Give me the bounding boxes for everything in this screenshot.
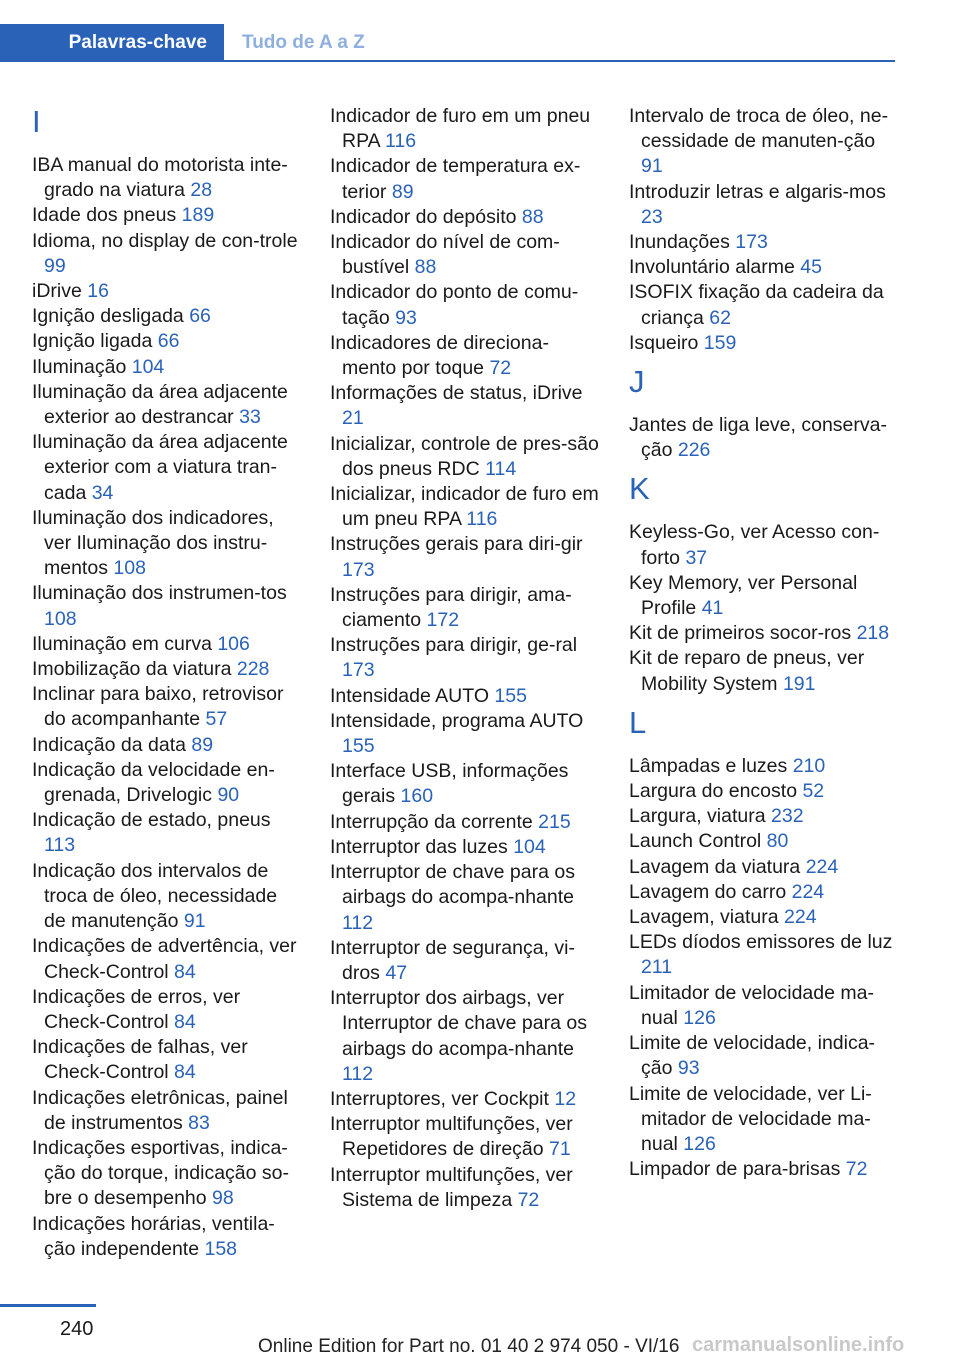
index-entry <box>330 936 602 986</box>
index-entry-page-link[interactable]: 112 <box>342 1062 374 1085</box>
index-entry-text: Indicações eletrônicas, painel de instrumentos <box>32 1086 288 1134</box>
index-letter-heading: J <box>629 364 645 400</box>
index-entry <box>330 432 602 482</box>
edition-text: Online Edition for Part no. 01 40 2 974 050 - VI/16 <box>258 1336 680 1357</box>
index-entry-page-link[interactable]: 191 <box>782 672 816 695</box>
watermark: carmanualsonline.info <box>692 1334 905 1356</box>
index-entry-text: Limitador de velocidade ma-nual <box>629 981 874 1029</box>
index-entry <box>32 733 304 758</box>
index-entry-page-link[interactable]: 91 <box>641 155 663 178</box>
index-entry <box>330 381 602 431</box>
index-entry <box>629 180 901 230</box>
index-entry <box>32 657 304 682</box>
index-entry-page-link[interactable]: 12 <box>554 1087 577 1110</box>
index-entry-text: Indicações de erros, ver Check-Control <box>32 985 241 1033</box>
index-entry <box>32 304 304 329</box>
index-entry-text: Iluminação dos instrumen-tos <box>32 582 287 605</box>
index-entry-text: Informações de status, iDrive <box>330 382 583 405</box>
index-entry <box>629 829 901 854</box>
index-entry-page-link[interactable]: 91 <box>183 910 206 933</box>
index-entry-text: Isqueiro <box>629 331 704 354</box>
index-column-1 <box>32 104 304 1262</box>
heading-gap <box>629 509 901 520</box>
index-entry-text: Intervalo de troca de óleo, ne-cessidade de manuten-ção <box>629 105 889 153</box>
index-entry-text: iDrive <box>32 280 88 303</box>
index-entry <box>629 230 901 255</box>
index-entry <box>330 810 602 835</box>
index-entry <box>32 758 304 808</box>
index-entry <box>330 1112 602 1162</box>
index-entry-text: Lavagem da viatura <box>629 855 806 878</box>
index-entry <box>330 860 602 936</box>
index-entry-text: Indicação de estado, pneus <box>32 809 271 832</box>
tab-tudo-de-a-a-z[interactable]: Tudo de A a Z <box>224 24 895 62</box>
index-entry-page-link[interactable]: 72 <box>845 1158 868 1181</box>
index-entry-page-link[interactable]: 224 <box>791 880 825 903</box>
index-entry <box>629 520 901 570</box>
index-entry <box>32 229 304 279</box>
index-entry <box>32 506 304 582</box>
index-entry-text: Instruções para dirigir, ge-ral <box>330 634 578 657</box>
index-entry-page-link[interactable]: 106 <box>217 632 250 655</box>
index-entry-text: Indicações horárias, ventila-ção independente <box>32 1212 275 1260</box>
index-entry-page-link[interactable]: 23 <box>641 205 663 228</box>
index-entry <box>32 203 304 228</box>
index-entry-page-link[interactable]: 99 <box>44 254 66 277</box>
index-entry-page-link[interactable]: 72 <box>489 357 512 380</box>
index-entry-page-link[interactable]: 84 <box>174 960 196 983</box>
section-spacer <box>629 356 901 364</box>
index-entry-page-link[interactable]: 84 <box>174 1061 196 1084</box>
index-entry-page-link[interactable]: 114 <box>485 457 517 480</box>
index-entry <box>629 754 901 779</box>
index-entry-text: IBA manual do motorista inte-grado na viatura <box>32 154 288 202</box>
index-entry <box>32 934 304 984</box>
index-entry-text: Interruptores, ver Cockpit <box>330 1087 555 1110</box>
index-entry <box>629 1031 901 1081</box>
index-entry-text: Kit de reparo de pneus, ver Mobility System <box>629 647 865 695</box>
index-entry-page-link[interactable]: 84 <box>174 1010 196 1033</box>
index-entry-text: ISOFIX fixação da cadeira da criança <box>629 281 884 329</box>
index-column-3 <box>629 104 901 1182</box>
index-entry <box>32 380 304 430</box>
index-entry <box>32 581 304 631</box>
index-entry-page-link[interactable]: 93 <box>677 1057 700 1080</box>
index-entry <box>629 104 901 180</box>
index-entry-page-link[interactable]: 224 <box>784 906 817 929</box>
index-entry-text: Idade dos pneus <box>32 204 182 227</box>
index-entry <box>32 279 304 304</box>
index-entry <box>330 759 602 809</box>
index-entry <box>32 808 304 858</box>
index-entry-text: Ignição ligada <box>32 330 158 353</box>
index-entry-page-link[interactable]: 104 <box>131 355 165 378</box>
index-entry-text: Inundações <box>629 231 736 254</box>
index-entry <box>32 859 304 935</box>
index-entry <box>330 482 602 532</box>
index-entry <box>629 1157 901 1182</box>
index-entry-page-link[interactable]: 104 <box>513 835 546 858</box>
index-entry <box>629 855 901 880</box>
index-entry-text: Launch Control <box>629 830 767 853</box>
index-entry-page-link[interactable]: 71 <box>549 1138 571 1161</box>
index-entry-page-link[interactable]: 159 <box>703 331 737 354</box>
index-entry <box>629 1082 901 1158</box>
index-entry-page-link[interactable]: 224 <box>805 855 839 878</box>
index-entry <box>629 255 901 280</box>
index-entry-text: Indicação da data <box>32 733 192 756</box>
index-entry <box>32 682 304 732</box>
index-entry <box>330 709 602 759</box>
index-entry-text: LEDs díodos emissores de luz <box>629 931 893 954</box>
index-entry <box>629 331 901 356</box>
index-entry-text: Indicações de falhas, ver Check-Control <box>32 1036 248 1084</box>
index-entry <box>629 804 901 829</box>
page-number: 240 <box>60 1318 94 1340</box>
index-entry-text: Inclinar para baixo, retrovisor do acompanhante <box>32 683 284 731</box>
index-entry-text: Iluminação da área adjacente exterior com a viatura tran-cada <box>32 431 288 504</box>
index-entry-text: Limite de velocidade, indica-ção <box>629 1032 876 1080</box>
index-entry-text: Indicador do depósito <box>330 205 522 228</box>
index-entry-text: Largura do encosto <box>629 780 803 803</box>
index-entry-page-link[interactable]: 72 <box>517 1188 540 1211</box>
index-entry-page-link[interactable]: 126 <box>683 1132 716 1155</box>
index-entry-page-link[interactable]: 66 <box>157 330 180 353</box>
index-entry <box>32 153 304 203</box>
index-entry-page-link[interactable]: 90 <box>217 784 240 807</box>
index-entry <box>330 532 602 582</box>
index-entry-text: Interface USB, informações gerais <box>330 760 569 808</box>
index-entry-text: Instruções para dirigir, ama-ciamento <box>330 583 572 632</box>
index-entry-text: Indicador do ponto de comu-tação <box>330 281 579 329</box>
index-entry-page-link[interactable]: 34 <box>91 481 114 504</box>
index-entry <box>32 985 304 1035</box>
index-entry <box>32 1136 304 1212</box>
index-entry-text: Iluminação da área adjacente exterior ao destrancar <box>32 380 288 429</box>
index-entry-text: Intensidade, programa AUTO <box>330 709 584 732</box>
index-entry <box>330 684 602 709</box>
index-entry <box>629 571 901 621</box>
index-entry-text: Idioma, no display de con-trole <box>32 229 298 252</box>
index-entry-text: Interruptor multifunções, ver Sistema de limpeza <box>330 1163 573 1211</box>
index-entry-text: Jantes de liga leve, conserva-ção <box>629 414 887 462</box>
index-entry-page-link[interactable]: 62 <box>709 306 731 329</box>
index-entry <box>629 646 901 696</box>
index-entry-text: Intensidade AUTO <box>330 684 495 707</box>
index-entry-text: Indicadores de direciona-mento por toque <box>330 331 549 380</box>
index-entry <box>330 280 602 330</box>
index-entry-text: Indicador de furo em um pneu RPA <box>330 105 591 153</box>
index-entry-text: Inicializar, controle de pres-são dos pneus RDC <box>330 432 599 480</box>
index-entry-text: Indicador de temperatura ex-terior <box>330 155 581 203</box>
index-entry-page-link[interactable]: 218 <box>856 622 890 645</box>
index-entry-text: Interruptor de segurança, vi-dros <box>330 936 575 984</box>
index-entry-page-link[interactable]: 173 <box>342 558 375 581</box>
index-entry-text: Interrupção da corrente <box>330 810 539 833</box>
heading-gap <box>629 402 901 413</box>
index-entry-text: Involuntário alarme <box>629 256 801 279</box>
index-entry-text: Lavagem, viatura <box>629 906 785 929</box>
index-entry-text: Iluminação em curva <box>32 632 218 655</box>
index-entry-page-link[interactable]: 215 <box>538 810 571 833</box>
index-entry <box>330 835 602 860</box>
index-entry-page-link[interactable]: 93 <box>395 306 417 329</box>
index-entry <box>330 331 602 381</box>
index-entry <box>629 413 901 463</box>
index-entry <box>330 1087 602 1112</box>
index-entry <box>330 633 602 683</box>
index-entry <box>330 104 602 154</box>
index-entry-text: Lâmpadas e luzes <box>629 754 793 777</box>
index-entry <box>330 1163 602 1213</box>
index-entry-page-link[interactable]: 108 <box>113 557 146 580</box>
index-entry-page-link[interactable]: 45 <box>800 256 822 279</box>
index-entry <box>32 1086 304 1136</box>
index-entry-page-link[interactable]: 112 <box>342 911 374 934</box>
index-entry <box>629 779 901 804</box>
index-entry-page-link[interactable]: 160 <box>400 785 434 808</box>
section-spacer <box>629 463 901 471</box>
index-entry <box>330 986 602 1087</box>
index-entry-page-link[interactable]: 113 <box>44 834 76 857</box>
index-entry-text: Indicações de advertência, ver Check-Control <box>32 935 297 983</box>
index-entry-page-link[interactable]: 116 <box>466 508 498 531</box>
index-letter-heading: L <box>629 704 647 740</box>
index-entry-text: Imobilização da viatura <box>32 658 237 681</box>
heading-gap <box>629 743 901 754</box>
index-entry-page-link[interactable]: 52 <box>802 780 825 803</box>
index-entry-page-link[interactable]: 47 <box>385 961 408 984</box>
index-entry-page-link[interactable]: 57 <box>205 708 228 731</box>
index-entry-page-link[interactable]: 41 <box>701 597 724 620</box>
index-entry-text: Largura, viatura <box>629 805 771 828</box>
footer-rule <box>0 1304 96 1307</box>
index-entry-page-link[interactable]: 21 <box>342 407 364 430</box>
index-entry-page-link[interactable]: 126 <box>683 1006 716 1029</box>
index-entry <box>32 632 304 657</box>
index-entry-page-link[interactable]: 88 <box>521 205 544 228</box>
index-column-2 <box>330 104 602 1213</box>
index-entry <box>330 205 602 230</box>
index-entry <box>629 905 901 930</box>
index-entry-page-link[interactable]: 83 <box>188 1111 210 1134</box>
section-spacer <box>629 697 901 705</box>
index-entry-page-link[interactable]: 232 <box>771 805 804 828</box>
index-entry-page-link[interactable]: 116 <box>385 130 417 153</box>
index-entry-page-link[interactable]: 189 <box>181 204 215 227</box>
index-entry <box>32 1212 304 1262</box>
index-entry-page-link[interactable]: 37 <box>685 546 708 569</box>
index-entry-page-link[interactable]: 98 <box>212 1187 234 1210</box>
index-entry-text: Key Memory, ver Personal Profile <box>629 571 858 620</box>
index-entry-page-link[interactable]: 80 <box>766 830 789 853</box>
index-entry <box>629 981 901 1031</box>
header-bar <box>0 24 895 62</box>
index-entry-text: Keyless-Go, ver Acesso con-forto <box>629 521 880 569</box>
index-entry-page-link[interactable]: 155 <box>494 684 527 707</box>
index-entry-text: Interruptor dos airbags, ver Interruptor de chave para os airbags do acompa-nhante <box>330 987 587 1060</box>
index-entry-page-link[interactable]: 89 <box>191 733 214 756</box>
index-entry-text: Interruptor multifunções, ver Repetidores de direção <box>330 1113 573 1161</box>
index-entry-text: Limpador de para-brisas <box>629 1158 846 1181</box>
index-entry-text: Lavagem do carro <box>629 880 792 903</box>
index-entry <box>32 329 304 354</box>
index-entry <box>629 621 901 646</box>
index-entry-page-link[interactable]: 211 <box>641 956 673 979</box>
index-entry <box>330 154 602 204</box>
index-entry-page-link[interactable]: 210 <box>792 754 826 777</box>
index-entry-page-link[interactable]: 226 <box>677 439 711 462</box>
index-entry-page-link[interactable]: 66 <box>189 305 211 328</box>
tab-palavras-chave[interactable]: Palavras-chave <box>0 24 224 62</box>
index-entry-page-link[interactable]: 155 <box>342 735 375 758</box>
index-entry-text: Ignição desligada <box>32 305 190 328</box>
index-entry-text: Inicializar, indicador de furo em um pneu RPA <box>330 483 599 531</box>
index-entry-text: Instruções gerais para diri-gir <box>330 533 583 556</box>
index-entry-text: Indicador do nível de com-bustível <box>330 231 560 279</box>
index-entry-page-link[interactable]: 173 <box>342 659 375 682</box>
index-entry <box>629 930 901 980</box>
index-entry <box>330 583 602 633</box>
index-entry-text: Interruptor das luzes <box>330 835 514 858</box>
index-letter-heading: I <box>32 104 41 139</box>
index-entry-page-link[interactable]: 158 <box>204 1237 238 1260</box>
index-entry <box>32 1035 304 1085</box>
index-entry-text: Interruptor de chave para os airbags do acompa-nhante <box>330 861 575 909</box>
index-entry-text: Iluminação <box>32 355 132 378</box>
index-entry-page-link[interactable]: 16 <box>87 280 109 303</box>
index-entry-page-link[interactable]: 228 <box>236 658 270 681</box>
index-entry <box>629 280 901 330</box>
index-entry-page-link[interactable]: 33 <box>239 406 261 429</box>
index-entry-page-link[interactable]: 88 <box>414 256 437 279</box>
index-entry <box>32 430 304 506</box>
index-entry-page-link[interactable]: 173 <box>735 231 768 254</box>
index-entry-page-link[interactable]: 89 <box>391 180 414 203</box>
heading-gap <box>32 142 304 153</box>
index-entry-text: Indicação dos intervalos de troca de óleo, necessidade de manutenção <box>32 859 278 933</box>
index-entry-text: Limite de velocidade, ver Li-mitador de velocidade ma-nual <box>629 1082 872 1155</box>
index-entry-text: Indicação da velocidade en-grenada, Drivelogic <box>32 758 275 807</box>
index-entry <box>330 230 602 280</box>
index-entry <box>629 880 901 905</box>
index-entry-page-link[interactable]: 172 <box>426 609 460 632</box>
index-entry-text: Iluminação dos indicadores, ver Iluminação dos instru-mentos <box>32 506 274 580</box>
index-entry-text: Indicações esportivas, indica-ção do torque, indicação so-bre o desempenho <box>32 1136 289 1210</box>
index-entry-page-link[interactable]: 108 <box>44 607 77 630</box>
index-entry-text: Kit de primeiros socor-ros <box>629 622 857 645</box>
index-letter-heading: K <box>629 471 650 507</box>
index-entry-text: Introduzir letras e algaris-mos <box>629 180 886 203</box>
index-entry <box>32 355 304 380</box>
index-entry-page-link[interactable]: 28 <box>190 179 213 202</box>
